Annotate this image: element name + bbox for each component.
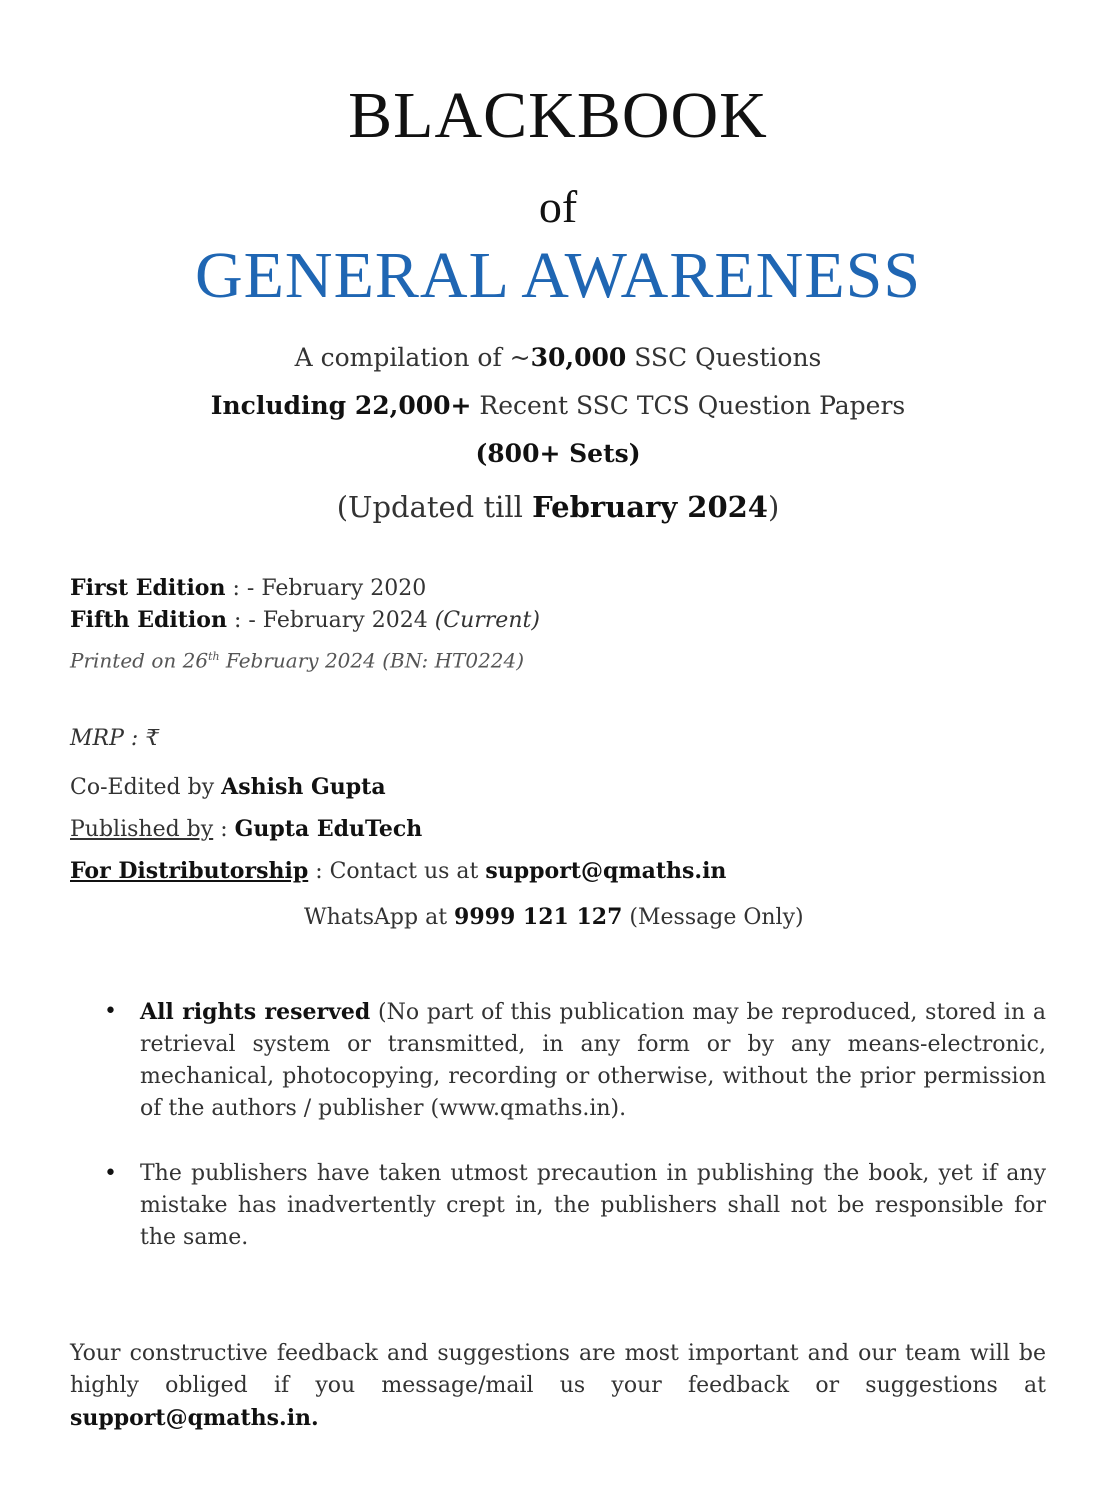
distributorship: For Distributorship : Contact us at support@qmaths.in: [70, 858, 727, 884]
subtitle-including: Including 22,000+ Recent SSC TCS Question Papers: [210, 391, 906, 420]
fifth-edition: Fifth Edition : - February 2024 (Current): [70, 607, 540, 633]
published-by: Published by : Gupta EduTech: [70, 816, 423, 842]
subtitle-updated: (Updated till February 2024): [336, 490, 780, 524]
title-of: of: [538, 181, 578, 232]
co-edited-by: Co-Edited by Ashish Gupta: [70, 774, 386, 800]
first-edition: First Edition : - February 2020: [70, 575, 427, 601]
whatsapp-contact: WhatsApp at 9999 121 127 (Message Only): [304, 904, 804, 930]
rights-notice: All rights reserved (No part of this publication may be reproduced, stored in a retrieval system or transmitted, in any form or by any means-electronic, mechanical, photocopying, recording or otherwise, without the prior permission of the authors / publisher (www.qmaths.in).: [140, 999, 1047, 1121]
distributor-email-link[interactable]: support@qmaths.in: [485, 858, 727, 884]
subtitle-compilation: A compilation of ~30,000 SSC Questions: [294, 343, 822, 372]
bullet-icon: •: [104, 1161, 117, 1186]
feedback-email-link[interactable]: support@qmaths.in.: [70, 1405, 319, 1431]
printed-on: Printed on 26th February 2024 (BN: HT0224): [70, 648, 525, 673]
disclaimer-notice: The publishers have taken utmost precaution in publishing the book, yet if any mistake has inadvertently crept in, the publishers shall not be responsible for the same.: [140, 1161, 1046, 1250]
book-subject: GENERAL AWARENESS: [194, 239, 922, 312]
subtitle-sets: (800+ Sets): [475, 439, 641, 468]
bullet-icon: •: [104, 999, 117, 1024]
mrp: MRP : ₹: [70, 726, 160, 751]
feedback-note: Your constructive feedback and suggestions are most important and our team will be highly obliged if you message/mail us your feedback or suggestions at support@qmaths.in.: [70, 1341, 1046, 1431]
book-title: BLACKBOOK: [348, 79, 768, 152]
